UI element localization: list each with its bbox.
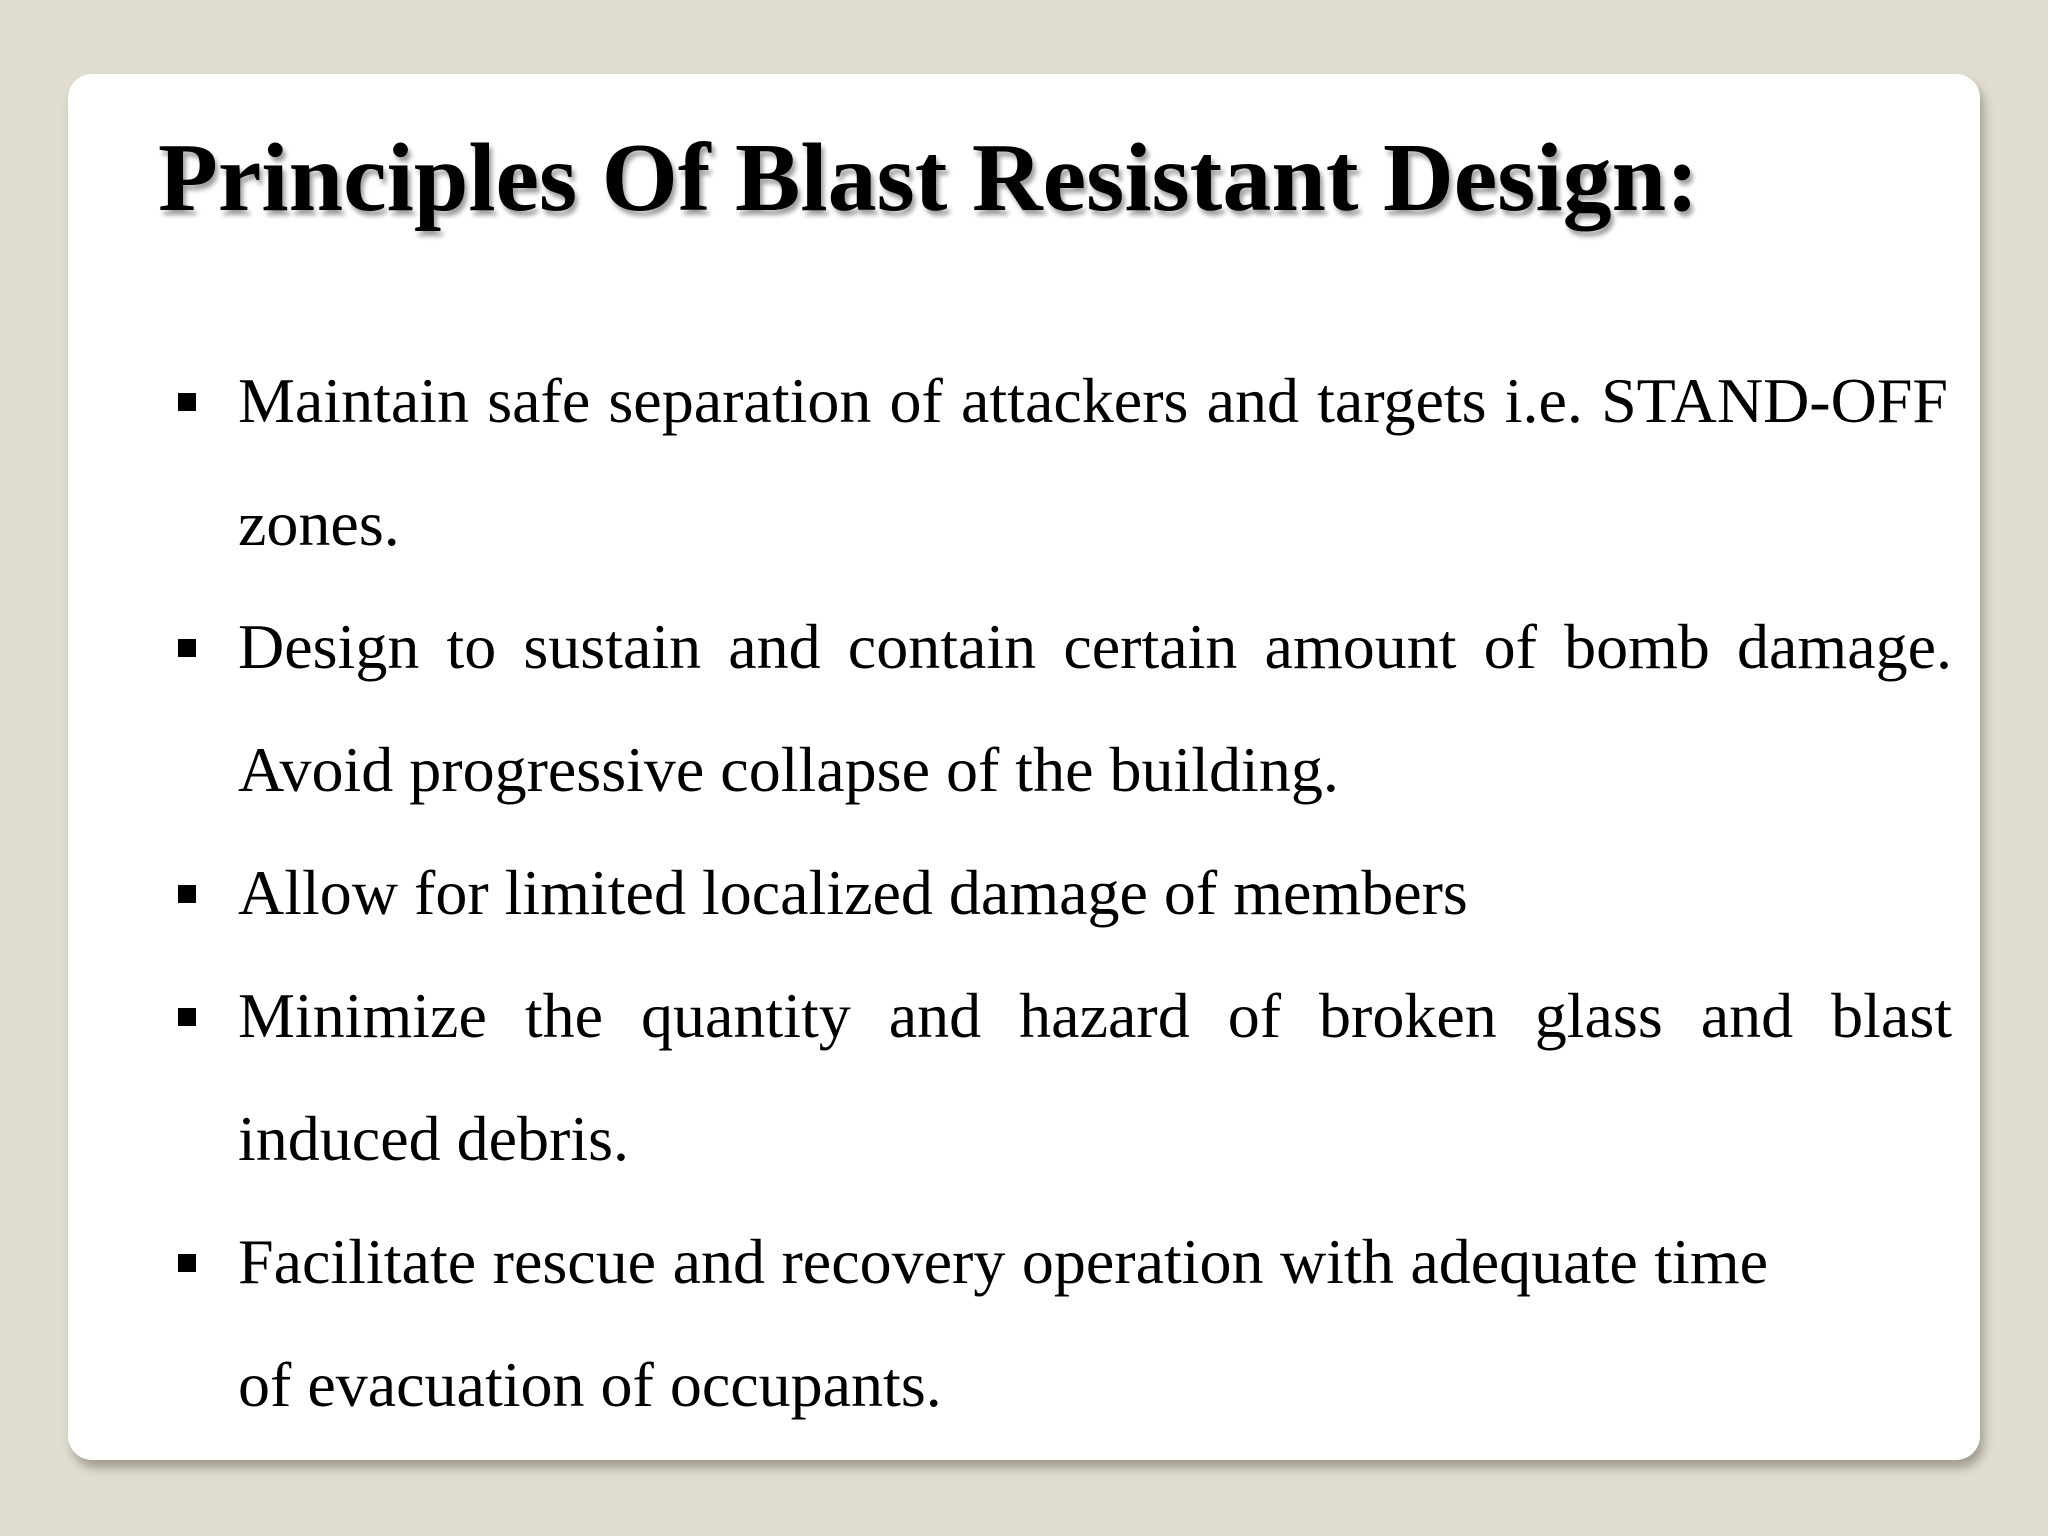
bullet-item [169,831,1951,954]
bullet-text: Maintain safe separation of attackers and targets i.e. STAND-OFF zones. [238,365,1948,559]
bullet-item [169,954,1951,1200]
bullet-text: Facilitate rescue and recovery operation with adequate time of evacuation of occupants. [238,1226,1768,1420]
bullet-item [169,585,1951,831]
square-bullet-icon [178,1254,196,1272]
square-bullet-icon [178,1008,196,1026]
bullet-text: Allow for limited localized damage of members [238,857,1468,928]
slide-title: Principles Of Blast Resistant Design: [158,124,1699,232]
square-bullet-icon [178,393,196,411]
bullet-item [169,1200,1951,1446]
square-bullet-icon [178,885,196,903]
bullet-text: Design to sustain and contain certain amount of bomb damage. Avoid progressive collapse of the building. [238,611,1952,805]
bullet-item [169,339,1951,585]
bullet-text: Minimize the quantity and hazard of broken glass and blast induced debris. [238,980,1952,1174]
slide-card [68,74,1980,1460]
square-bullet-icon [178,639,196,657]
